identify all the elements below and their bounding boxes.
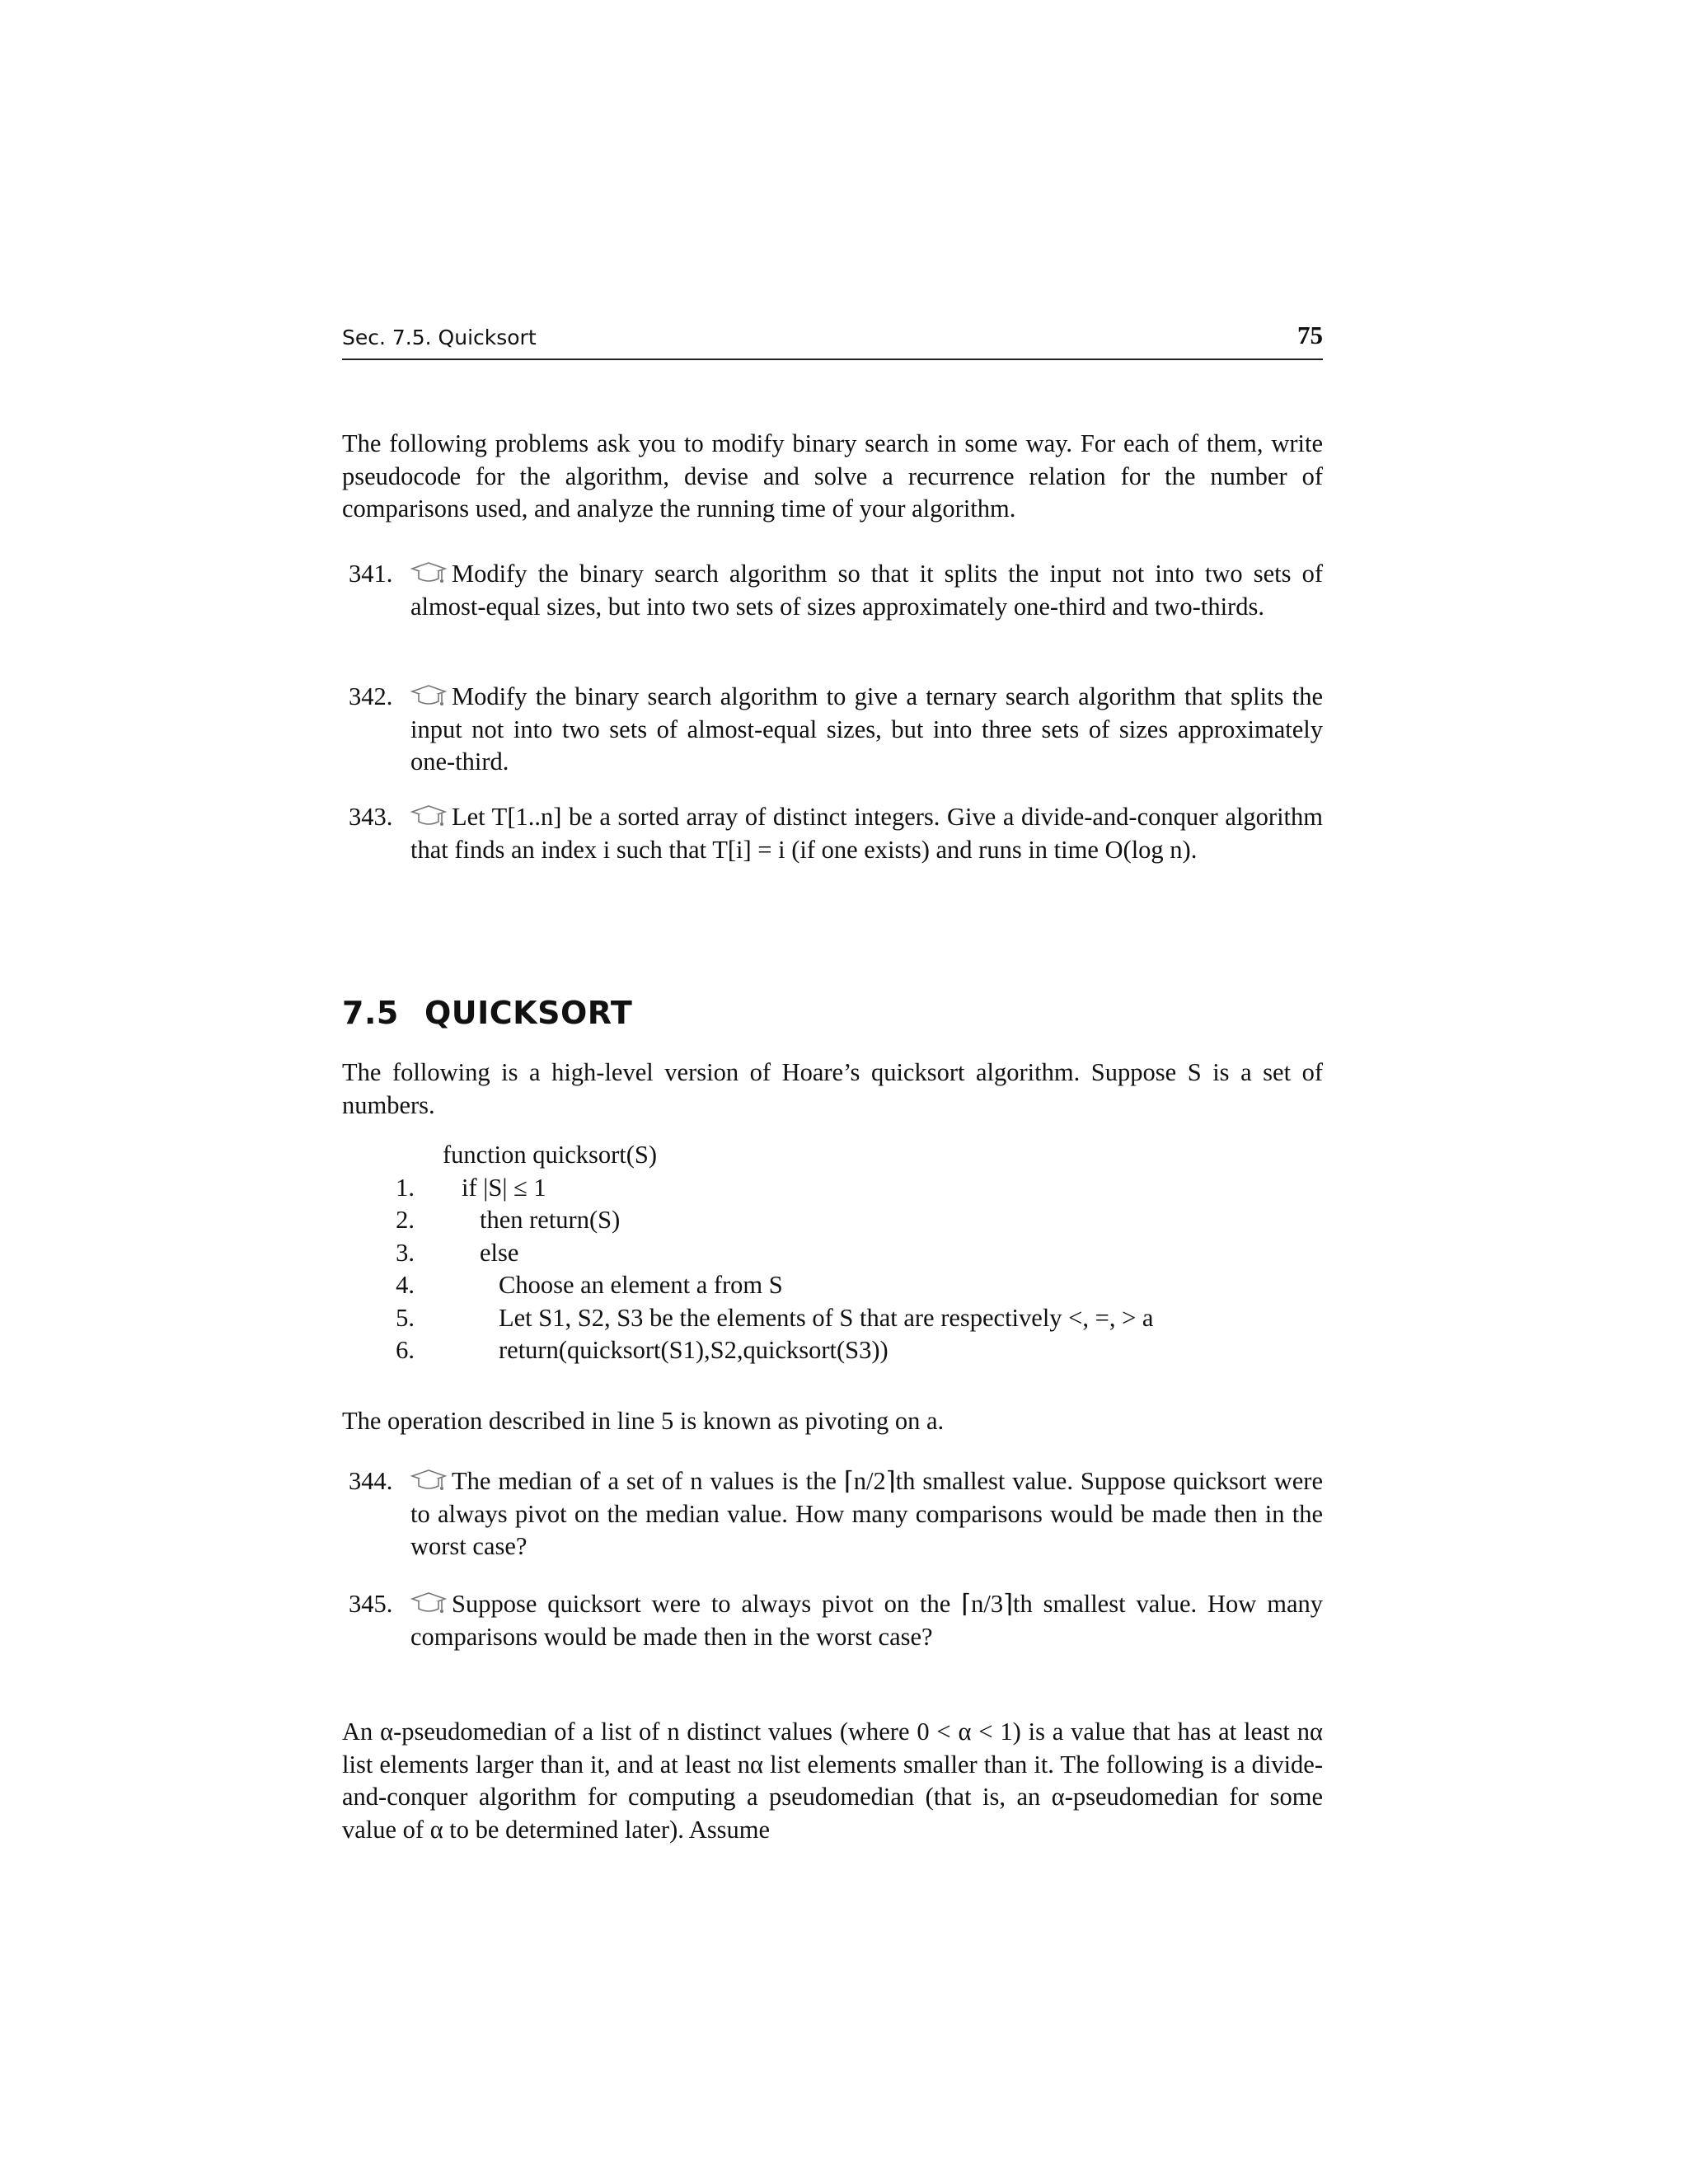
problem-344	[342, 1465, 1323, 1563]
line-text: if |S| ≤ 1	[462, 1173, 546, 1202]
problem-342	[342, 681, 1323, 779]
line-text: return(quicksort(S1),S2,quicksort(S3))	[499, 1336, 889, 1364]
problem-number: 341.	[349, 560, 393, 588]
quicksort-intro: The following is a high-level version of Hoare’s quicksort algorithm. Suppose S is a set of numbers.	[342, 1058, 1323, 1119]
problem-text: Modify the binary search algorithm to give a ternary search algorithm that splits the input not into two sets of almost-equal sizes, but into three sets of sizes approximately one-third.	[410, 682, 1323, 776]
line-text: then return(S)	[480, 1206, 621, 1234]
page-number: 75	[1297, 321, 1323, 349]
graduation-cap-icon	[410, 1591, 447, 1616]
problem-text: Modify the binary search algorithm so that it splits the input not into two sets of almost-equal sizes, but into two sets of sizes approximately one-third and two-thirds.	[410, 560, 1323, 621]
problem-number: 343.	[349, 803, 393, 831]
pseudocode-header	[342, 1139, 1323, 1172]
problem-343	[342, 801, 1323, 866]
section-number: 7.5	[342, 995, 399, 1031]
pseudocode-line	[342, 1204, 1323, 1237]
pseudocode	[342, 1139, 1323, 1367]
pivot-sentence: The operation described in line 5 is known as pivoting on a.	[342, 1407, 945, 1435]
pseudocode-line	[342, 1172, 1323, 1205]
page	[342, 0, 1323, 2184]
section-heading	[342, 995, 632, 1031]
intro-paragraph: The following problems ask you to modify binary search in some way. For each of them, write pseudocode for the algorithm, devise and solve a recurrence relation for the number of comparisons used, and analyze the running time of your algorithm.	[342, 429, 1323, 523]
pseudocode-line	[342, 1302, 1323, 1335]
section-title: QUICKSORT	[424, 995, 633, 1031]
pseudocode-header-text: function quicksort(S)	[443, 1141, 658, 1169]
problem-number: 342.	[349, 682, 393, 710]
problem-text: Suppose quicksort were to always pivot on the ⌈n/3⌉th smallest value. How many comparisons would be made then in the worst case?	[410, 1590, 1323, 1651]
pseudocode-line	[342, 1269, 1323, 1302]
line-number: 6.	[396, 1336, 415, 1364]
line-number: 5.	[396, 1303, 415, 1332]
running-head-section: Sec. 7.5. Quicksort	[342, 326, 537, 349]
line-text: Choose an element a from S	[499, 1271, 783, 1299]
problem-345	[342, 1588, 1323, 1653]
problem-number: 344.	[349, 1467, 393, 1495]
problem-text: Let T[1..n] be a sorted array of distinct integers. Give a divide-and-conquer algorithm that finds an index i such that T[i] = i (if one exists) and runs in time O(log n).	[410, 803, 1323, 864]
graduation-cap-icon	[410, 684, 447, 709]
graduation-cap-icon	[410, 561, 447, 586]
problem-number: 345.	[349, 1590, 393, 1618]
graduation-cap-icon	[410, 804, 447, 829]
pseudocode-line	[342, 1237, 1323, 1270]
pseudocode-line	[342, 1334, 1323, 1367]
pseudomedian-paragraph: An α-pseudomedian of a list of n distinct values (where 0 < α < 1) is a value that has at least nα list elements larger than it, and at least nα list elements smaller than it. The following is a divide-and-conquer algorithm for computing a pseudomedian (that is, an α-pseudomedian for some value of α to be determined later). Assume	[342, 1718, 1323, 1844]
line-number: 2.	[396, 1206, 415, 1234]
running-head	[342, 321, 1323, 360]
line-number: 4.	[396, 1271, 415, 1299]
line-text: else	[480, 1238, 519, 1267]
problem-341	[342, 558, 1323, 623]
problem-text: The median of a set of n values is the ⌈n/2⌉th smallest value. Suppose quicksort were to always pivot on the median value. How many comparisons would be made then in the worst case?	[410, 1467, 1323, 1560]
line-number: 3.	[396, 1238, 415, 1267]
graduation-cap-icon	[410, 1469, 447, 1493]
line-text: Let S1, S2, S3 be the elements of S that are respectively <, =, > a	[499, 1303, 1154, 1332]
line-number: 1.	[396, 1173, 415, 1202]
